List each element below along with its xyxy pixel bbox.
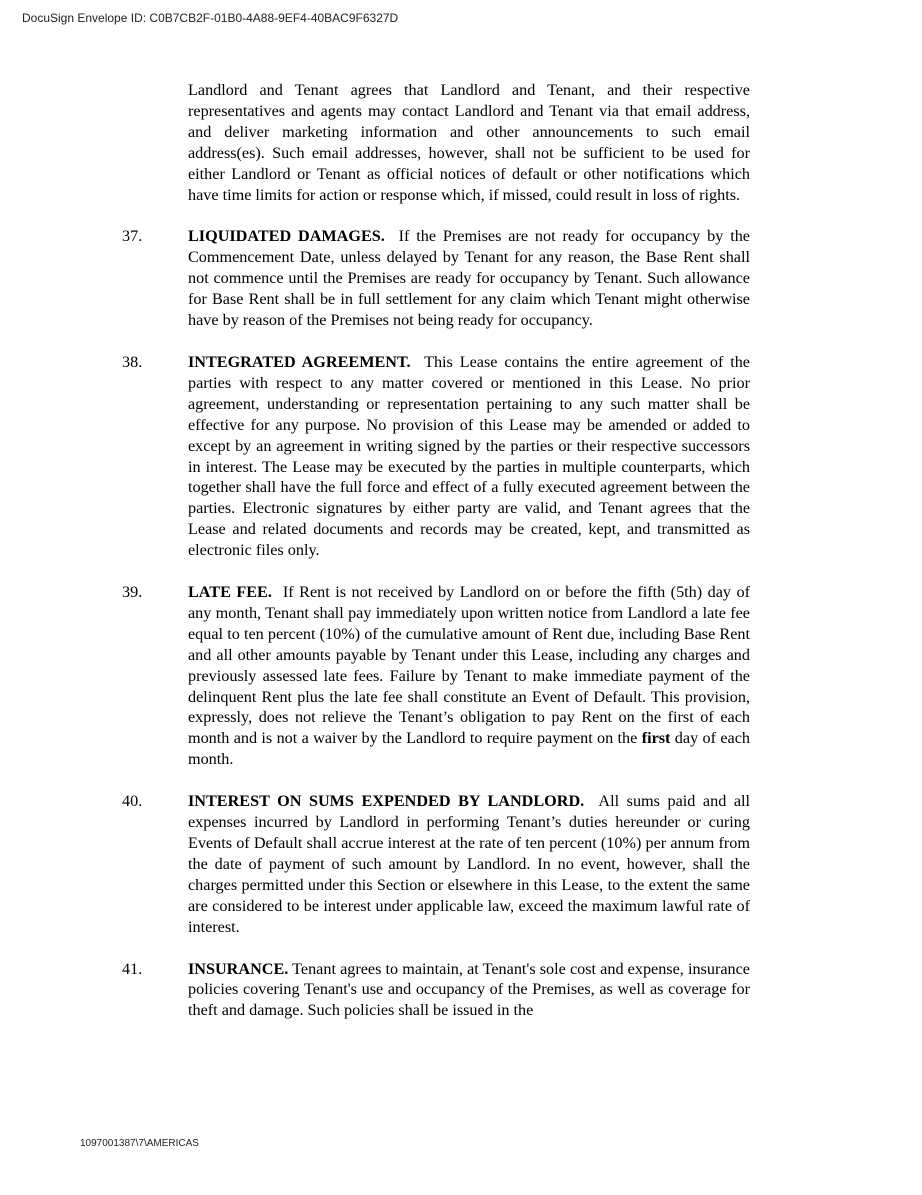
section-body [188,582,750,770]
document-reference: 1097001387\7\AMERICAS [80,1138,199,1149]
section-body [188,352,750,561]
section-text: All sums paid and all expenses incurred by Landlord in performing Tenant’s duties hereunder or curing Events of Default shall accrue interest at the rate of ten percent (10%) per annum from the date of payment of such amount by Landlord. In no event, however, shall the charges permitted under this Section or elsewhere in this Lease, to the extent the same are considered to be interest under applicable law, exceed the maximum lawful rate of interest. [188,792,751,936]
section-body [188,791,750,937]
section-37 [122,226,750,331]
section-text: Tenant agrees to maintain, at Tenant's sole cost and expense, insurance policies covering Tenant's use and occupancy of the Premises, as well as coverage for theft and damage. Such policies shall be issued in the [188,959,750,1020]
section-heading: INTEREST ON SUMS EXPENDED BY LANDLORD. [188,792,585,811]
section-text: If the Premises are not ready for occupancy by the Commencement Date, unless delayed by Tenant for any reason, the Base Rent shall not commence until the Premises are ready for occupancy by Tenant. Such allowance for Base Rent shall be in full settlement for any claim which Tenant might otherwise have by reason of the Premises not being ready for occupancy. [188,227,750,330]
section-heading: INSURANCE. [188,959,289,978]
section-text: If Rent is not received by Landlord on or before the fifth (5th) day of any month, Tenant shall pay immediately upon written notice from Landlord a late fee equal to ten percent (10%) of the cumulative amount of Rent due, including Base Rent and all other amounts payable by Tenant under this Lease, including any charges and previously assessed late fees. Failure by Tenant to make immediate payment of the delinquent Rent plus the late fee shall constitute an Event of Default. This provision, expressly, does not relieve the Tenant’s obligation to pay Rent on the first of each month and is not a waiver by the Landlord to require payment on the [188,583,750,748]
section-text: This Lease contains the entire agreement of the parties with respect to any matter covered or mentioned in this Lease. No prior agreement, understanding or representation pertaining to any such matter shall be effective for any purpose. No provision of this Lease may be amended or added to except by an agreement in writing signed by the parties or their respective successors in interest. The Lease may be executed by the parties in multiple counterparts, which together shall have the full force and effect of a fully executed agreement between the parties. Electronic signatures by either party are valid, and Tenant agrees that the Lease and related documents and records may be created, kept, and transmitted as electronic files only. [188,352,750,560]
section-number: 38. [122,352,143,371]
section-number: 37. [122,227,143,246]
section-39 [122,582,750,770]
section-41 [122,959,750,1022]
section-heading: LIQUIDATED DAMAGES. [188,227,385,246]
docusign-envelope-id: DocuSign Envelope ID: C0B7CB2F-01B0-4A88-9EF4-40BAC9F6327D [22,11,399,25]
section-text-tail: day of each month. [188,729,750,769]
section-38 [122,352,750,561]
section-number: 39. [122,583,143,602]
section-number: 41. [122,959,143,978]
section-40 [122,791,750,937]
section-heading: INTEGRATED AGREEMENT. [188,352,411,371]
section-number: 40. [122,792,143,811]
intro-paragraph: Landlord and Tenant agrees that Landlord and Tenant, and their respective representatives and agents may contact Landlord and Tenant via that email address, and deliver marketing information and other announcements to such email address(es). Such email addresses, however, shall not be sufficient to be used for either Landlord or Tenant as official notices of default or other notifications which have time limits for action or response which, if missed, could result in loss of rights. [188,81,750,204]
section-body [188,959,750,1022]
emphasis-first: first [641,729,671,748]
section-heading: LATE FEE. [188,583,272,602]
section-body [188,226,750,331]
document-body [122,80,750,1042]
